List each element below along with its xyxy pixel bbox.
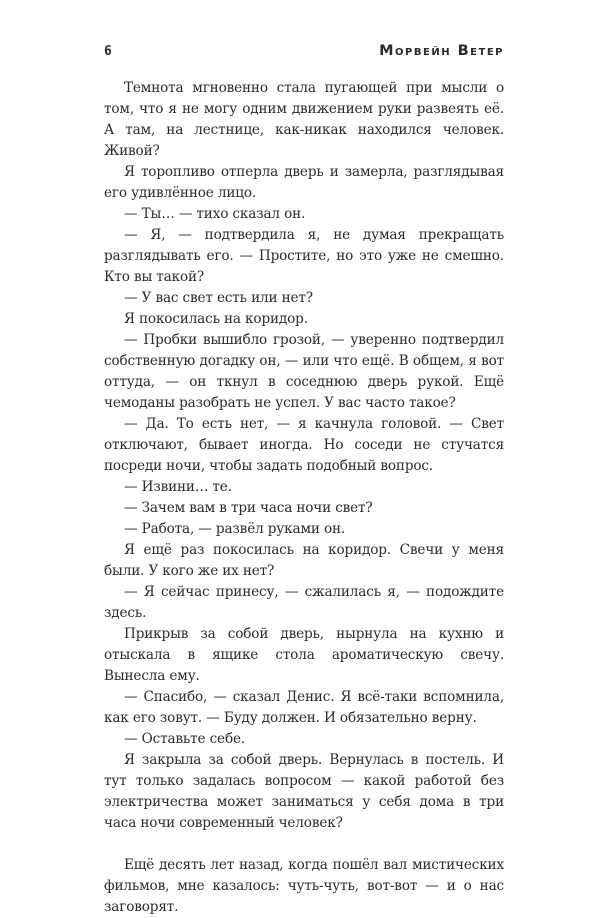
paragraph: Я торопливо отперла дверь и замерла, разглядывая его удивлённое лицо. — [104, 164, 504, 201]
paragraph: — Оставьте себе. — [124, 731, 246, 747]
paragraph: — Пробки вышибло грозой, — уверенно подтвердил собственную догадку он, — или что ещё. В общем, я вот оттуда, — он ткнул в соседнюю дверь рукой. Ещё чемоданы разобрать не успел. У вас часто такое? — [104, 332, 504, 411]
paragraph: — Я сейчас принесу, — сжалилась я, — подождите здесь. — [104, 584, 504, 621]
paragraph: — Зачем вам в три часа ночи свет? — [124, 500, 373, 516]
paragraph: — Ты… — тихо сказал он. — [124, 206, 306, 222]
paragraph: Прикрыв за собой дверь, нырнула на кухню и отыскала в ящике стола ароматическую свечу. Вынесла ему. — [104, 626, 504, 684]
running-header — [104, 44, 504, 64]
section-break — [104, 834, 504, 855]
paragraph: — Я, — подтвердила я, не думая прекращать разглядывать его. — Простите, но это уже не смешно. Кто вы такой? — [104, 227, 504, 285]
paragraph: — Извини… те. — [124, 479, 232, 495]
paragraph: Я ещё раз покосилась на коридор. Свечи у меня были. У кого же их нет? — [104, 542, 504, 579]
paragraph: — Спасибо, — сказал Денис. Я всё-таки вспомнила, как его зовут. — Буду должен. И обязательно верну. — [104, 689, 504, 726]
paragraph: Я покосилась на коридор. — [124, 311, 308, 327]
page-number: 6 — [104, 44, 113, 59]
body-text — [104, 78, 504, 918]
paragraph: Ещё десять лет назад, когда пошёл вал мистических фильмов, мне казалось: чуть-чуть, вот-вот — и о нас заговорят. — [104, 857, 504, 915]
paragraph: Я закрыла за собой дверь. Вернулась в постель. И тут только задалась вопросом — какой работой без электричества может заниматься у себя дома в три часа ночи современный человек? — [104, 752, 504, 831]
paragraph: Темнота мгновенно стала пугающей при мысли о том, что я не могу одним движением руки развеять её. А там, на лестнице, как-никак находился человек. Живой? — [104, 80, 504, 159]
book-title: Морвейн Ветер — [379, 43, 504, 59]
paragraph: — Работа, — развёл руками он. — [124, 521, 346, 537]
paragraph: — У вас свет есть или нет? — [124, 290, 313, 306]
paragraph: — Да. То есть нет, — я качнула головой. — Свет отключают, бывает иногда. Но соседи не стучатся посреди ночи, чтобы задать подобный вопрос. — [104, 416, 504, 474]
